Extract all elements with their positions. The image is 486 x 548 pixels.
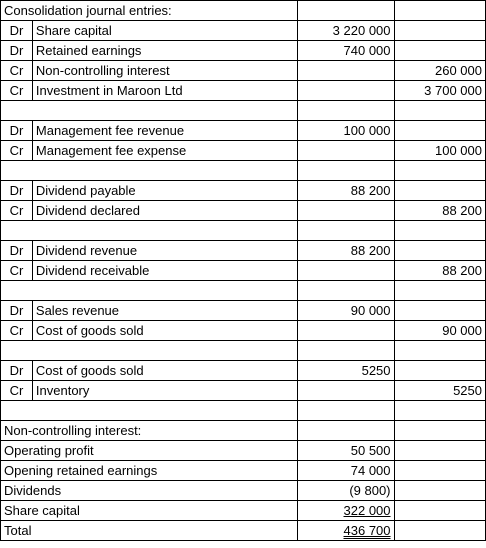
nci-label-text: Share capital bbox=[4, 503, 80, 518]
nci-credit-cell bbox=[394, 521, 485, 541]
line-credit bbox=[394, 241, 485, 261]
journal-heading-row bbox=[1, 1, 486, 21]
line-account-text: Sales revenue bbox=[35, 303, 120, 318]
line-account-text: Inventory bbox=[35, 383, 90, 398]
journal-line bbox=[1, 301, 486, 321]
line-account bbox=[32, 41, 297, 61]
nci-value-text: (9 800) bbox=[349, 483, 391, 498]
line-debit bbox=[297, 321, 394, 341]
line-credit-text: 88 200 bbox=[442, 263, 482, 278]
nci-label-text: Operating profit bbox=[4, 443, 94, 458]
line-account-text: Non-controlling interest bbox=[35, 63, 170, 78]
line-credit bbox=[394, 361, 485, 381]
line-side-text: Cr bbox=[9, 263, 24, 278]
line-account bbox=[32, 21, 297, 41]
blank-debit-cell bbox=[297, 161, 394, 181]
nci-credit-cell bbox=[394, 461, 485, 481]
line-side bbox=[1, 121, 33, 141]
nci-heading bbox=[1, 421, 298, 441]
line-debit bbox=[297, 301, 394, 321]
line-side bbox=[1, 381, 33, 401]
nci-value bbox=[297, 441, 394, 461]
journal-line bbox=[1, 361, 486, 381]
line-debit-text: 88 200 bbox=[350, 243, 391, 258]
journal-line bbox=[1, 381, 486, 401]
nci-row bbox=[1, 501, 486, 521]
entry-separator-row bbox=[1, 281, 486, 301]
line-credit bbox=[394, 141, 485, 161]
line-account-text: Dividend receivable bbox=[35, 263, 150, 278]
blank-debit-cell bbox=[297, 401, 394, 421]
journal-line bbox=[1, 21, 486, 41]
line-side bbox=[1, 141, 33, 161]
nci-label bbox=[1, 441, 298, 461]
line-account bbox=[32, 321, 297, 341]
line-debit bbox=[297, 381, 394, 401]
line-credit bbox=[394, 301, 485, 321]
blank-credit-cell bbox=[394, 161, 485, 181]
line-account-text: Investment in Maroon Ltd bbox=[35, 83, 183, 98]
blank-debit-cell bbox=[297, 281, 394, 301]
blank-cell bbox=[1, 401, 298, 421]
nci-row bbox=[1, 481, 486, 501]
line-side-text: Dr bbox=[9, 243, 24, 258]
journal-line bbox=[1, 261, 486, 281]
line-side bbox=[1, 321, 33, 341]
nci-label-text: Total bbox=[4, 523, 32, 538]
journal-line bbox=[1, 141, 486, 161]
line-debit-text: 5250 bbox=[361, 363, 391, 378]
line-account bbox=[32, 121, 297, 141]
line-debit-text: 90 000 bbox=[350, 303, 391, 318]
line-debit bbox=[297, 21, 394, 41]
nci-value bbox=[297, 521, 394, 541]
line-credit bbox=[394, 181, 485, 201]
line-credit bbox=[394, 81, 485, 101]
journal-line bbox=[1, 181, 486, 201]
entry-separator-row bbox=[1, 101, 486, 121]
line-account bbox=[32, 261, 297, 281]
blank-cell bbox=[1, 341, 298, 361]
nci-label-text: Opening retained earnings bbox=[4, 463, 158, 478]
nci-heading-row bbox=[1, 421, 486, 441]
line-side-text: Dr bbox=[9, 363, 24, 378]
line-debit bbox=[297, 181, 394, 201]
line-side-text: Cr bbox=[9, 83, 24, 98]
line-side-text: Dr bbox=[9, 183, 24, 198]
blank-debit-cell bbox=[297, 101, 394, 121]
line-credit-text: 3 700 000 bbox=[424, 83, 482, 98]
blank-debit-cell bbox=[297, 221, 394, 241]
heading-debit-cell bbox=[297, 1, 394, 21]
line-debit bbox=[297, 361, 394, 381]
line-side-text: Cr bbox=[9, 203, 24, 218]
journal-line bbox=[1, 61, 486, 81]
line-account-text: Management fee revenue bbox=[35, 123, 185, 138]
section-separator-row bbox=[1, 401, 486, 421]
blank-cell bbox=[1, 281, 298, 301]
journal-heading-text: Consolidation journal entries: bbox=[4, 3, 172, 18]
line-credit bbox=[394, 21, 485, 41]
journal-line bbox=[1, 121, 486, 141]
line-account bbox=[32, 301, 297, 321]
line-account bbox=[32, 141, 297, 161]
line-account bbox=[32, 81, 297, 101]
blank-cell bbox=[1, 221, 298, 241]
nci-value bbox=[297, 481, 394, 501]
line-side-text: Dr bbox=[9, 123, 24, 138]
journal-line bbox=[1, 321, 486, 341]
journal-line bbox=[1, 201, 486, 221]
line-debit bbox=[297, 41, 394, 61]
line-side bbox=[1, 61, 33, 81]
line-account bbox=[32, 381, 297, 401]
nci-label bbox=[1, 481, 298, 501]
line-side bbox=[1, 201, 33, 221]
line-debit bbox=[297, 121, 394, 141]
line-side bbox=[1, 41, 33, 61]
line-credit bbox=[394, 321, 485, 341]
nci-heading-credit-cell bbox=[394, 421, 485, 441]
line-credit bbox=[394, 261, 485, 281]
line-account-text: Share capital bbox=[35, 23, 112, 38]
line-side bbox=[1, 301, 33, 321]
blank-cell bbox=[1, 101, 298, 121]
line-side-text: Cr bbox=[9, 383, 24, 398]
nci-credit-cell bbox=[394, 441, 485, 461]
line-credit bbox=[394, 61, 485, 81]
line-credit-text: 260 000 bbox=[435, 63, 482, 78]
line-debit-text: 88 200 bbox=[350, 183, 391, 198]
nci-value-text: 74 000 bbox=[350, 463, 391, 478]
line-side-text: Cr bbox=[9, 323, 24, 338]
blank-credit-cell bbox=[394, 221, 485, 241]
blank-debit-cell bbox=[297, 341, 394, 361]
nci-value bbox=[297, 501, 394, 521]
line-account-text: Retained earnings bbox=[35, 43, 142, 58]
line-side-text: Cr bbox=[9, 63, 24, 78]
line-account bbox=[32, 181, 297, 201]
nci-label-text: Dividends bbox=[4, 483, 62, 498]
line-debit-text: 740 000 bbox=[343, 43, 391, 58]
blank-credit-cell bbox=[394, 401, 485, 421]
journal-table-body bbox=[1, 1, 486, 541]
nci-label bbox=[1, 501, 298, 521]
journal-line bbox=[1, 41, 486, 61]
line-account-text: Management fee expense bbox=[35, 143, 187, 158]
line-credit bbox=[394, 41, 485, 61]
line-debit bbox=[297, 201, 394, 221]
line-account bbox=[32, 61, 297, 81]
nci-row bbox=[1, 461, 486, 481]
line-credit-text: 100 000 bbox=[435, 143, 482, 158]
entry-separator-row bbox=[1, 221, 486, 241]
nci-credit-cell bbox=[394, 501, 485, 521]
entry-separator-row bbox=[1, 161, 486, 181]
line-side bbox=[1, 181, 33, 201]
nci-heading-debit-cell bbox=[297, 421, 394, 441]
nci-value-text: 50 500 bbox=[350, 443, 391, 458]
line-side-text: Dr bbox=[9, 23, 24, 38]
line-account-text: Dividend revenue bbox=[35, 243, 138, 258]
blank-credit-cell bbox=[394, 101, 485, 121]
journal-heading bbox=[1, 1, 298, 21]
line-account bbox=[32, 201, 297, 221]
line-debit bbox=[297, 261, 394, 281]
blank-cell bbox=[1, 161, 298, 181]
line-account-text: Cost of goods sold bbox=[35, 363, 144, 378]
line-account bbox=[32, 361, 297, 381]
line-side-text: Dr bbox=[9, 303, 24, 318]
line-debit bbox=[297, 61, 394, 81]
nci-heading-text: Non-controlling interest: bbox=[4, 423, 142, 438]
nci-row bbox=[1, 441, 486, 461]
nci-value bbox=[297, 461, 394, 481]
line-side bbox=[1, 361, 33, 381]
line-debit bbox=[297, 141, 394, 161]
blank-credit-cell bbox=[394, 281, 485, 301]
journal-line bbox=[1, 81, 486, 101]
line-debit bbox=[297, 241, 394, 261]
line-side bbox=[1, 81, 33, 101]
nci-value-text: 436 700 bbox=[343, 523, 391, 538]
entry-separator-row bbox=[1, 341, 486, 361]
heading-credit-cell bbox=[394, 1, 485, 21]
line-side bbox=[1, 261, 33, 281]
line-debit-text: 100 000 bbox=[343, 123, 391, 138]
nci-label bbox=[1, 461, 298, 481]
nci-label bbox=[1, 521, 298, 541]
line-credit-text: 5250 bbox=[453, 383, 482, 398]
line-account bbox=[32, 241, 297, 261]
line-credit-text: 88 200 bbox=[442, 203, 482, 218]
line-account-text: Cost of goods sold bbox=[35, 323, 144, 338]
line-credit-text: 90 000 bbox=[442, 323, 482, 338]
line-account-text: Dividend declared bbox=[35, 203, 140, 218]
nci-row bbox=[1, 521, 486, 541]
line-credit bbox=[394, 201, 485, 221]
line-credit bbox=[394, 121, 485, 141]
line-debit bbox=[297, 81, 394, 101]
line-side bbox=[1, 241, 33, 261]
line-debit-text: 3 220 000 bbox=[332, 23, 391, 38]
line-side bbox=[1, 21, 33, 41]
journal-line bbox=[1, 241, 486, 261]
nci-value-text: 322 000 bbox=[343, 503, 391, 518]
blank-credit-cell bbox=[394, 341, 485, 361]
line-side-text: Dr bbox=[9, 43, 24, 58]
nci-credit-cell bbox=[394, 481, 485, 501]
line-credit bbox=[394, 381, 485, 401]
line-side-text: Cr bbox=[9, 143, 24, 158]
line-account-text: Dividend payable bbox=[35, 183, 136, 198]
